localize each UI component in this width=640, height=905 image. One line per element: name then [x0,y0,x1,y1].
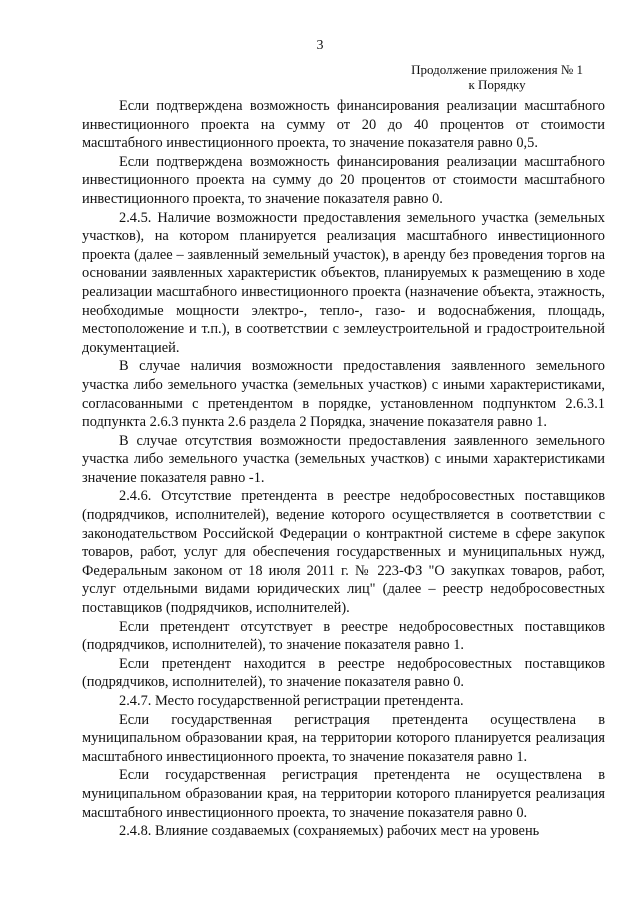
page-number: 3 [316,38,324,53]
paragraph-not-in-registry: Если претендент отсутствует в реестре недобросовестных поставщиков (подрядчиков, исполнителей), то значение показателя равно 1. [82,618,605,654]
paragraph-not-registered-in-municipality: Если государственная регистрация претендента не осуществлена в муниципальном образовании края, на территории которого планируется реализация масштабного инвестиционного проекта, то значение показателя равно 0. [82,767,605,821]
paragraph-2-4-7: 2.4.7. Место государственной регистрации претендента. [119,693,464,709]
appendix-header [411,62,583,92]
paragraph-financing-20-40: Если подтверждена возможность финансирования реализации масштабного инвестиционного проекта на сумму от 20 до 40 процентов от стоимости масштабного инвестиционного проекта, то значение показателя равно 0,5. [82,98,605,152]
paragraph-land-available: В случае наличия возможности предоставления заявленного земельного участка либо земельного участка (земельных участков) с иными характеристиками, согласованными с претендентом в порядке, установленном подпунктом 2.6.3.1 подпункта 2.6.3 пункта 2.6 раздела 2 Порядка, значение показателя равно 1. [82,358,605,431]
paragraph-2-4-5: 2.4.5. Наличие возможности предоставления земельного участка (земельных участков), на котором планируется реализация масштабного инвестиционного проекта (далее – заявленный земельный участок), в аренду без проведения торгов на основании заявленных характеристик объектов, планируемых к размещению в ходе реализации масштабного инвестиционного проекта (назначение объекта, этажность, необходимые мощности электро-, тепло-, газо- и водоснабжения, площадь, местоположение и т.п.), в соответствии с землеустроительной и градостроительной документацией. [82,209,605,356]
paragraph-financing-under-20: Если подтверждена возможность финансирования реализации масштабного инвестиционного проекта на сумму до 20 процентов от стоимости масштабного инвестиционного проекта, то значение показателя равно 0. [82,153,605,207]
paragraph-in-registry: Если претендент находится в реестре недобросовестных поставщиков (подрядчиков, исполнителей), то значение показателя равно 0. [82,655,605,691]
paragraph-2-4-6: 2.4.6. Отсутствие претендента в реестре недобросовестных поставщиков (подрядчиков, исполнителей), ведение которого осуществляется в соответствии с законодательством Российской Федерации о контрактной системе в сфере закупок товаров, работ, услуг для обеспечения государственных и муниципальных нужд, Федеральным законом от 18 июля 2011 г. № 223-ФЗ "О закупках товаров, работ, услуг отдельными видами юридических лиц" (далее – реестр недобросовестных поставщиков (подрядчиков, исполнителей). [82,488,605,617]
paragraph-registered-in-municipality: Если государственная регистрация претендента осуществлена в муниципальном образовании края, на территории которого планируется реализация масштабного инвестиционного проекта, то значение показателя равно 1. [82,711,605,765]
document-body [82,97,605,841]
appendix-header-line2: к Порядку [468,77,526,92]
paragraph-2-4-8: 2.4.8. Влияние создаваемых (сохраняемых) рабочих мест на уровень [119,823,540,840]
appendix-header-line1: Продолжение приложения № 1 [411,62,583,77]
paragraph-land-unavailable: В случае отсутствия возможности предоставления заявленного земельного участка либо земельного участка (земельных участков) с иными характеристиками значение показателя равно -1. [82,432,605,486]
